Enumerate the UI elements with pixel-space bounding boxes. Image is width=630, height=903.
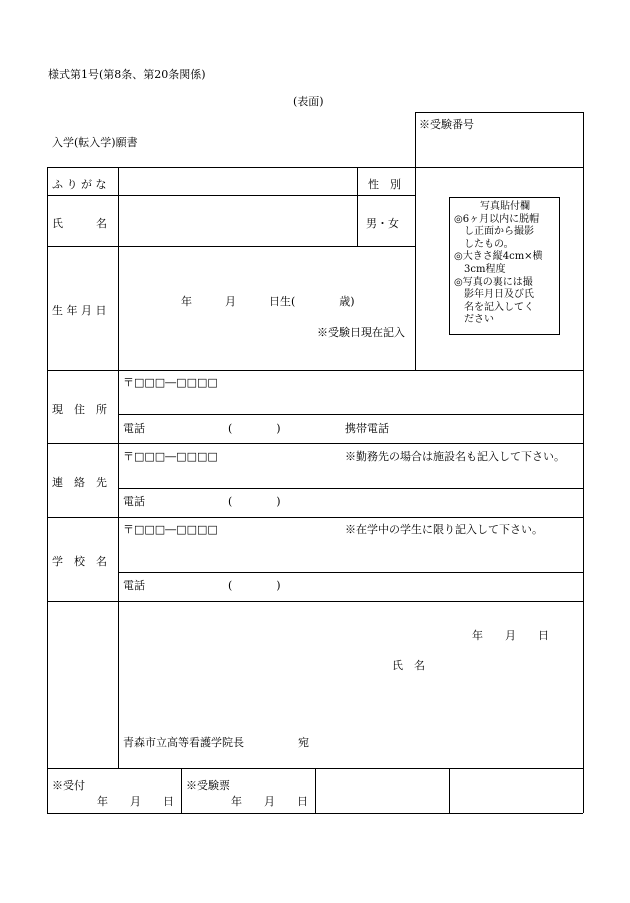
furigana-label: ふ り が な	[52, 178, 107, 191]
contact-phone-label: 電話	[123, 495, 145, 508]
photo-note-line: 名を記入してく	[464, 301, 534, 313]
contact-note: ※勤務先の場合は施設名も記入して下さい。	[345, 450, 565, 463]
receipt-label: ※受付	[52, 779, 85, 792]
signature-name-label: 氏 名	[392, 659, 425, 672]
school-phone-parens: ( )	[228, 579, 281, 592]
form-reference: 様式第1号(第8条、第20条関係)	[48, 68, 206, 81]
contact-postal-code: 〒□□□―□□□□	[123, 450, 218, 463]
school-phone-label: 電話	[123, 579, 145, 592]
photo-note-line: 影年月日及び氏	[464, 289, 534, 301]
address-phone-parens: ( )	[228, 422, 281, 435]
exam-ticket-label: ※受験票	[186, 779, 230, 792]
receipt-date: 年 月 日	[97, 795, 174, 808]
birthdate-format: 年 月 日生( 歳)	[181, 295, 355, 308]
photo-note-line: したもの。	[464, 238, 514, 250]
photo-attachment-box	[449, 197, 560, 335]
address-postal-code: 〒□□□―□□□□	[123, 376, 218, 389]
exam-number-label: ※受験番号	[419, 118, 474, 131]
signature-date: 年 月 日	[472, 629, 549, 642]
side-label: (表面)	[293, 95, 324, 108]
gender-options: 男・女	[366, 217, 399, 230]
contact-label: 連 絡 先	[52, 476, 107, 489]
school-postal-code: 〒□□□―□□□□	[123, 523, 218, 536]
exam-ticket-date: 年 月 日	[231, 795, 308, 808]
mobile-phone-label: 携帯電話	[345, 422, 389, 435]
addressee-suffix: 宛	[298, 736, 309, 749]
school-label: 学 校 名	[52, 555, 107, 568]
birthdate-label: 生 年 月 日	[52, 304, 107, 317]
addressee: 青森市立高等看護学院長	[123, 736, 244, 749]
photo-note-line: 3cm程度	[464, 263, 506, 275]
address-phone-label: 電話	[123, 422, 145, 435]
name-label: 氏 名	[52, 217, 107, 230]
photo-note-line: し正面から撮影	[464, 226, 534, 238]
form-title: 入学(転入学)願書	[52, 136, 138, 149]
photo-note-line: ◎大きさ縦4cm×横	[454, 251, 543, 263]
photo-note-line: ◎6ヶ月以内に脱帽	[454, 213, 540, 225]
gender-label: 性 別	[368, 178, 401, 191]
school-note: ※在学中の学生に限り記入して下さい。	[345, 523, 543, 536]
birthdate-note: ※受験日現在記入	[317, 326, 405, 339]
contact-phone-parens: ( )	[228, 495, 281, 508]
address-label: 現 住 所	[52, 403, 107, 416]
photo-title: 写真貼付欄	[480, 201, 530, 212]
photo-note-line: ◎写真の裏には撮	[454, 276, 533, 288]
photo-note-line: ださい	[464, 314, 494, 326]
